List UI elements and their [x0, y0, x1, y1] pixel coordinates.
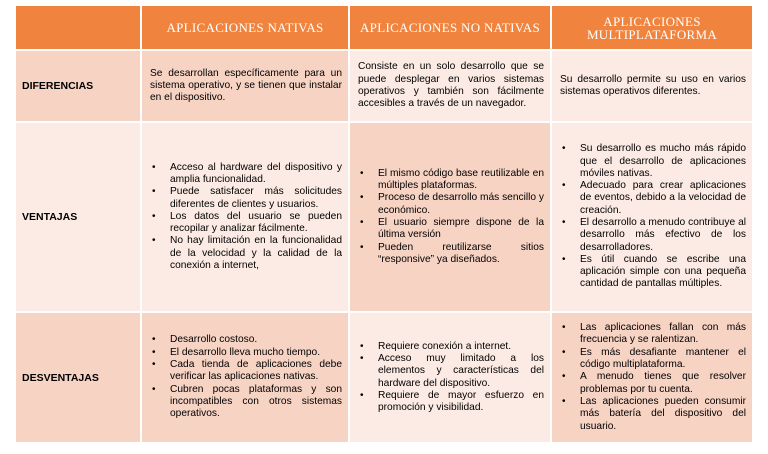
list-item: • Es más desafiante mantener el código multiplataforma. — [580, 347, 746, 372]
list-item: • Las aplicaciones fallan con más frecuencia y se ralentizan. — [580, 322, 746, 347]
list-item: • Desarrollo costoso. — [170, 334, 342, 346]
cell-text: Consiste en un solo desarrollo que se puede desplegar en varios sistemas operativos y también son fácilmente accesibles a través de un navegador. — [358, 61, 544, 110]
header-no-nativas: APLICACIONES NO NATIVAS — [350, 6, 550, 49]
cell-diferencias-multiplataforma — [552, 51, 752, 121]
list-item: • Cada tienda de aplicaciones debe verificar las aplicaciones nativas. — [170, 359, 342, 384]
row-label-desventajas: DESVENTAJAS — [16, 313, 140, 442]
list-item: • El desarrollo lleva mucho tiempo. — [170, 347, 342, 359]
list-item: • Los datos del usuario se pueden recopilar y analizar fácilmente. — [170, 211, 342, 236]
header-nativas: APLICACIONES NATIVAS — [142, 6, 348, 49]
cell-ventajas-nativas — [142, 123, 348, 311]
list-item: • Adecuado para crear aplicaciones de eventos, debido a la velocidad de creación. — [580, 180, 746, 217]
list-item: • El desarrollo a menudo contribuye al desarrollo más efectivo de los desarrolladores. — [580, 217, 746, 254]
bullet-list — [560, 143, 746, 291]
header-multiplataforma: APLICACIONES MULTIPLATAFORMA — [552, 6, 752, 49]
bullet-list — [358, 341, 544, 415]
bullet-list — [150, 334, 342, 420]
list-item: • Proceso de desarrollo más sencillo y económico. — [378, 192, 544, 217]
list-item: • El mismo código base reutilizable en múltiples plataformas. — [378, 168, 544, 193]
list-item: • Pueden reutilizarse sitios “responsive” ya diseñados. — [378, 242, 544, 267]
list-item: • Su desarrollo es mucho más rápido que el desarrollo de aplicaciones móviles nativas. — [580, 143, 746, 180]
list-item: • Puede satisfacer más solicitudes diferentes de clientes y usuarios. — [170, 186, 342, 211]
list-item: • A menudo tienes que resolver problemas por tu cuenta. — [580, 371, 746, 396]
list-item: • Requiere de mayor esfuerzo en promoción y visibilidad. — [378, 390, 544, 415]
cell-desventajas-multiplataforma — [552, 313, 752, 442]
cell-ventajas-multiplataforma — [552, 123, 752, 311]
row-label-diferencias: DIFERENCIAS — [16, 51, 140, 121]
comparison-table — [16, 6, 752, 440]
cell-desventajas-no-nativas — [350, 313, 550, 442]
cell-desventajas-nativas — [142, 313, 348, 442]
cell-ventajas-no-nativas — [350, 123, 550, 311]
list-item: • Acceso al hardware del dispositivo y amplia funcionalidad. — [170, 162, 342, 187]
cell-diferencias-nativas — [142, 51, 348, 121]
list-item: • Acceso muy limitado a los elementos y características del hardware del dispositivo. — [378, 353, 544, 390]
list-item: • Requiere conexión a internet. — [378, 341, 544, 353]
cell-diferencias-no-nativas — [350, 51, 550, 121]
list-item: • Las aplicaciones pueden consumir más batería del dispositivo del usuario. — [580, 396, 746, 433]
cell-text: Su desarrollo permite su uso en varios sistemas operativos diferentes. — [560, 73, 746, 97]
list-item: • Es útil cuando se escribe una aplicación simple con una pequeña cantidad de pantallas múltiples. — [580, 254, 746, 291]
row-label-ventajas: VENTAJAS — [16, 123, 140, 311]
bullet-list — [150, 162, 342, 273]
bullet-list — [358, 168, 544, 266]
list-item: • No hay limitación en la funcionalidad de la velocidad y la calidad de la conexión a internet, — [170, 235, 342, 272]
header-corner — [16, 6, 140, 49]
bullet-list — [560, 322, 746, 433]
list-item: • Cubren pocas plataformas y son incompatibles con otros sistemas operativos. — [170, 384, 342, 421]
cell-text: Se desarrollan específicamente para un sistema operativo, y se tienen que instalar en el dispositivo. — [150, 67, 342, 104]
list-item: • El usuario siempre dispone de la última versión — [378, 217, 544, 242]
